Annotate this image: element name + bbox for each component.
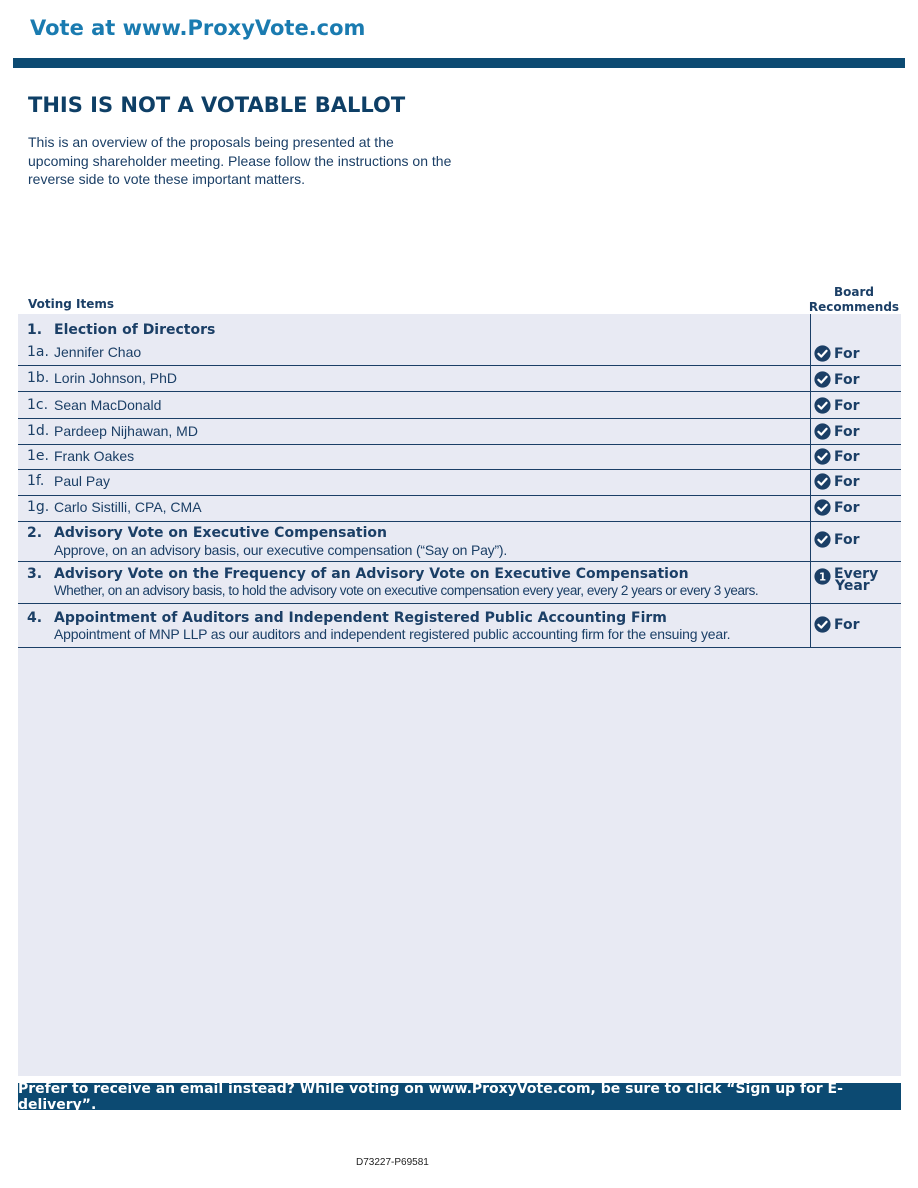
item-number: 1b. — [27, 370, 50, 386]
director-name: Paul Pay — [54, 473, 111, 489]
item-title: Appointment of Auditors and Independent Registered Public Accounting Firm — [54, 610, 667, 626]
board-recommendation — [814, 568, 878, 592]
board-recommendation: For — [814, 397, 860, 414]
board-recommendation: For — [814, 448, 860, 465]
intro-text: This is an overview of the proposals being presented at the upcoming shareholder meeting. Please follow the instructions on the reverse side to vote these important matters. — [28, 134, 452, 187]
check-circle-icon — [814, 371, 831, 388]
table-row — [18, 604, 901, 648]
board-recommendation: For — [814, 616, 860, 633]
director-name: Pardeep Nijhawan, MD — [54, 423, 198, 439]
table-row — [18, 314, 901, 366]
check-circle-icon — [814, 423, 831, 440]
board-recommendation: For — [814, 473, 860, 490]
document-code: D73227-P69581 — [356, 1157, 429, 1168]
item-number: 4. — [27, 610, 43, 626]
e-delivery-banner — [18, 1080, 901, 1113]
item-number: 2. — [27, 525, 43, 541]
item-number: 1f. — [27, 473, 45, 489]
director-name: Frank Oakes — [54, 448, 135, 464]
table-row — [18, 419, 901, 445]
recommendation-line-1: Every — [834, 566, 879, 582]
number-one-circle-icon — [814, 568, 831, 585]
table-row — [18, 562, 901, 604]
item-number: 1g. — [27, 499, 50, 515]
board-recommendation: For — [814, 345, 860, 362]
director-name: Sean MacDonald — [54, 397, 162, 413]
table-row — [18, 392, 901, 419]
item-number: 1e. — [27, 448, 49, 464]
check-circle-icon — [814, 473, 831, 490]
item-description: Appointment of MNP LLP as our auditors and independent registered public accounting firm for the ensuing year. — [54, 626, 731, 642]
voting-items-header: Voting Items — [28, 297, 115, 311]
item-number: 3. — [27, 566, 43, 582]
table-row — [18, 470, 901, 496]
item-title: Advisory Vote on Executive Compensation — [54, 525, 388, 541]
board-recommendation: For — [814, 531, 860, 548]
director-name: Lorin Johnson, PhD — [54, 370, 177, 386]
item-number: 1c. — [27, 397, 49, 413]
board-recommendation: For — [814, 499, 860, 516]
check-circle-icon — [814, 448, 831, 465]
check-circle-icon — [814, 531, 831, 548]
check-circle-icon — [814, 499, 831, 516]
item-number: 1. — [27, 322, 43, 338]
board-recommends-header: Board Recommends — [808, 285, 900, 314]
table-row — [18, 522, 901, 562]
vote-url-header: Vote at www.ProxyVote.com — [30, 16, 366, 40]
director-name: Jennifer Chao — [54, 344, 142, 360]
item-description: Whether, on an advisory basis, to hold the advisory vote on executive compensation every year, every 2 years or every 3 years. — [54, 583, 759, 598]
table-row — [18, 496, 901, 522]
item-title: Election of Directors — [54, 322, 216, 338]
director-name: Carlo Sistilli, CPA, CMA — [54, 499, 202, 515]
ballot-title: THIS IS NOT A VOTABLE BALLOT — [28, 93, 406, 117]
item-title: Advisory Vote on the Frequency of an Advisory Vote on Executive Compensation — [54, 566, 689, 582]
check-circle-icon — [814, 345, 831, 362]
item-number: 1a. — [27, 344, 49, 360]
item-number: 1d. — [27, 423, 50, 439]
check-circle-icon — [814, 616, 831, 633]
svg-text:1: 1 — [818, 572, 827, 584]
table-row — [18, 445, 901, 470]
board-recommendation: For — [814, 371, 860, 388]
recommendation-line-2: Year — [835, 578, 870, 594]
board-recommendation: For — [814, 423, 860, 440]
e-delivery-message: Prefer to receive an email instead? While voting on www.ProxyVote.com, be sure to click “Sign up for E-delivery”. — [18, 1080, 843, 1113]
top-rule — [13, 58, 905, 68]
table-row — [18, 366, 901, 392]
check-circle-icon — [814, 397, 831, 414]
item-description: Approve, on an advisory basis, our executive compensation (“Say on Pay”). — [54, 542, 508, 558]
